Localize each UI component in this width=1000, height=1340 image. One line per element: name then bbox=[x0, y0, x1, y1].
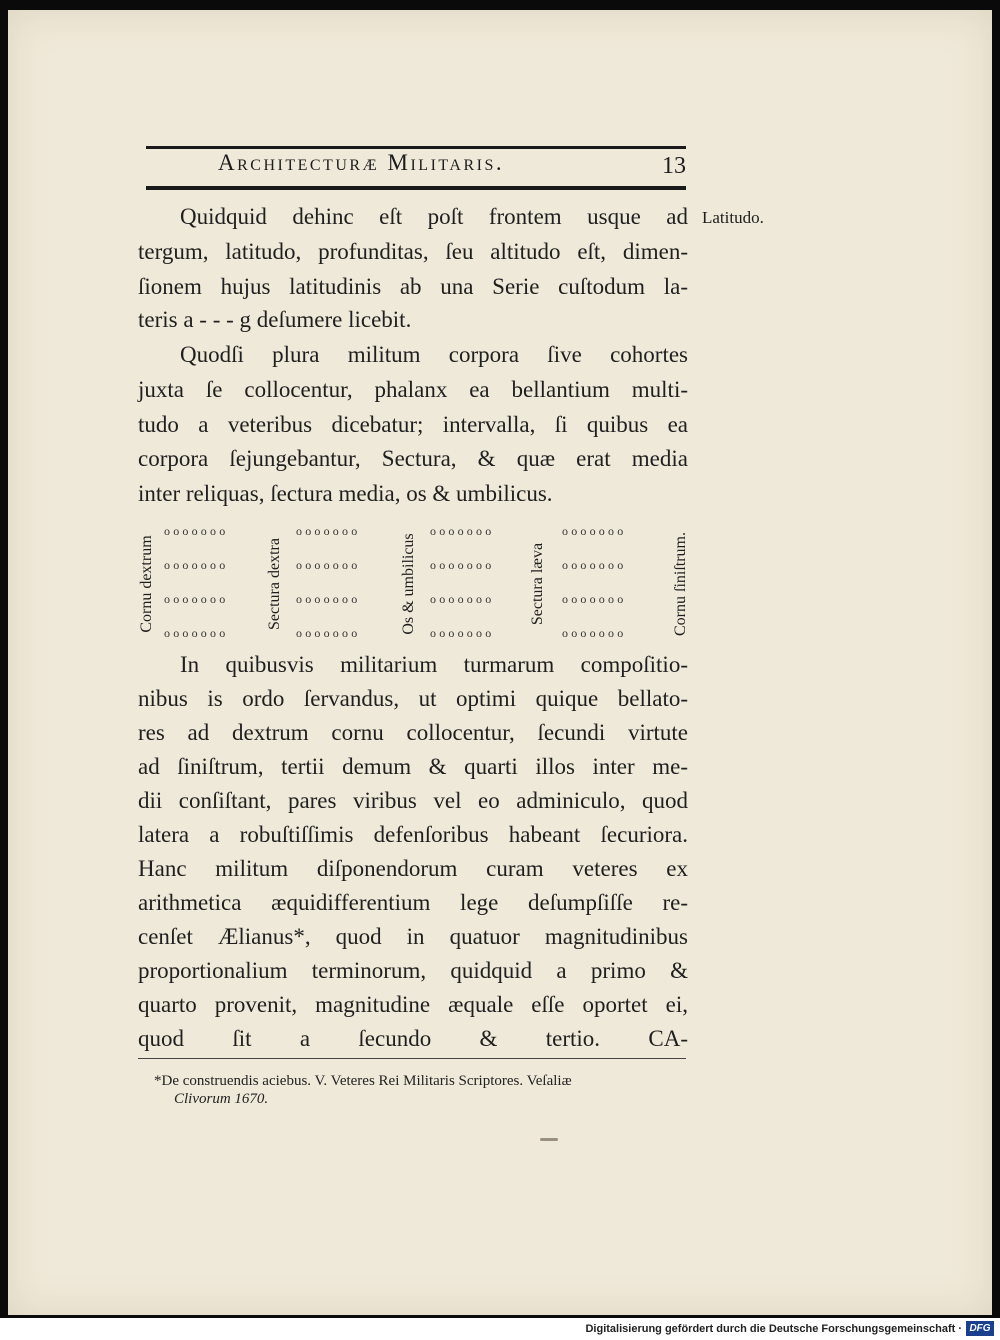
cohort-2-row: ooooooo bbox=[296, 558, 361, 572]
text-line: inter reliquas, ſectura media, os & umbilicus. bbox=[138, 481, 553, 506]
cohort-2-row: ooooooo bbox=[296, 524, 361, 538]
dfg-logo-icon: DFG bbox=[966, 1321, 994, 1336]
text-line: proportionalium terminorum, quidquid a primo & bbox=[138, 958, 688, 983]
footnote bbox=[154, 1072, 714, 1108]
cohort-1-row: ooooooo bbox=[164, 592, 229, 606]
page-number: 13 bbox=[662, 153, 686, 179]
ink-mark bbox=[540, 1138, 558, 1141]
text-line: tudo a veteribus dicebatur; intervalla, ſi quibus ea bbox=[138, 412, 688, 437]
text-line: arithmetica æquidifferentium lege deſumpſiſſe re- bbox=[138, 890, 688, 915]
digitization-footer bbox=[0, 1318, 1000, 1340]
cohort-3-row: ooooooo bbox=[430, 558, 495, 572]
text-line: res ad dextrum cornu collocentur, ſecundi virtute bbox=[138, 720, 688, 745]
cohort-3-row: ooooooo bbox=[430, 626, 495, 640]
text-line: ad ſiniſtrum, tertii demum & quarti illos inter me- bbox=[138, 754, 688, 779]
cohort-3-row: ooooooo bbox=[430, 524, 495, 538]
text-line: quarto provenit, magnitudine æquale eſſe oportet ei, bbox=[138, 992, 688, 1017]
text-line: corpora ſejungebantur, Sectura, & quæ erat media bbox=[138, 446, 688, 471]
label-os-umbilicus: Os & umbilicus bbox=[400, 533, 417, 635]
footer-credit: Digitalisierung gefördert durch die Deutsche Forschungsgemeinschaft · bbox=[585, 1323, 962, 1335]
text-line: nibus is ordo ſervandus, ut optimi quique bellato- bbox=[138, 686, 688, 711]
header-rule-bottom bbox=[146, 186, 686, 190]
header-rule-top bbox=[146, 146, 686, 149]
footnote-line-2: Clivorum 1670. bbox=[174, 1091, 269, 1107]
text-line: dii conſiſtant, pares viribus vel eo adminiculo, quod bbox=[138, 788, 688, 813]
text-line: In quibusvis militarium turmarum compoſitio- bbox=[180, 652, 688, 677]
cohort-1-row: ooooooo bbox=[164, 626, 229, 640]
label-sectura-laeva: Sectura læva bbox=[529, 542, 546, 626]
text-line: tergum, latitudo, profunditas, ſeu altitudo eſt, dimen- bbox=[138, 239, 688, 264]
label-sectura-dextra: Sectura dextra bbox=[266, 538, 283, 630]
cohort-4-row: ooooooo bbox=[562, 592, 627, 606]
margin-note: Latitudo. bbox=[702, 208, 764, 227]
text-line: juxta ſe collocentur, phalanx ea bellantium multi- bbox=[138, 377, 688, 402]
text-line: quod ſit a ſecundo & tertio. CA- bbox=[138, 1026, 688, 1051]
footnote-rule bbox=[138, 1058, 686, 1059]
cohort-4-row: ooooooo bbox=[562, 626, 627, 640]
phalanx-diagram bbox=[134, 520, 694, 650]
cohort-4-row: ooooooo bbox=[562, 524, 627, 538]
running-header-title: Architecturæ Militaris. bbox=[218, 150, 505, 175]
footnote-line-1: *De construendis aciebus. V. Veteres Rei Militaris Scriptores. Veſaliæ bbox=[154, 1073, 572, 1089]
text-line: Quodſi plura militum corpora ſive cohortes bbox=[180, 342, 688, 367]
text-line: ſionem hujus latitudinis ab una Serie cuſtodum la- bbox=[138, 274, 688, 299]
cohort-3-row: ooooooo bbox=[430, 592, 495, 606]
text-line: Hanc militum diſponendorum curam veteres ex bbox=[138, 856, 688, 881]
cohort-4-row: ooooooo bbox=[562, 558, 627, 572]
cohort-1-row: ooooooo bbox=[164, 524, 229, 538]
text-line: Quidquid dehinc eſt poſt frontem usque ad bbox=[180, 204, 688, 229]
label-cornu-dextrum: Cornu dextrum bbox=[138, 535, 155, 633]
cohort-1-row: ooooooo bbox=[164, 558, 229, 572]
cohort-2-row: ooooooo bbox=[296, 626, 361, 640]
label-cornu-sinistrum: Cornu ſiniſtrum. bbox=[672, 532, 689, 636]
text-line: cenſet Ælianus*, quod in quatuor magnitudinibus bbox=[138, 924, 688, 949]
text-line: latera a robuſtiſſimis defenſoribus habeant ſecuriora. bbox=[138, 822, 688, 847]
cohort-2-row: ooooooo bbox=[296, 592, 361, 606]
text-line: teris a - - - g deſumere licebit. bbox=[138, 307, 412, 332]
